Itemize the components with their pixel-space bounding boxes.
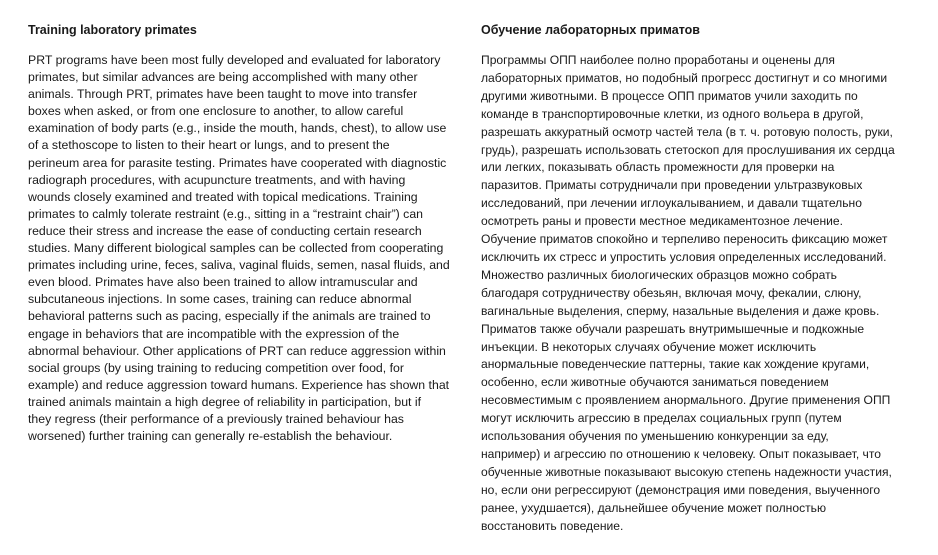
text-line: examination of body parts (e.g., inside the mouth, hands, chest), to allow use <box>28 121 447 136</box>
text-line: engage in behaviors that are incompatible with the expression of the <box>28 326 400 341</box>
text-line: reduce their stress and increase the ease of conducting certain research <box>28 223 422 238</box>
text-line: восстановить поведение. <box>481 518 624 533</box>
text-line: studies. Many different biological samples can be collected from cooperating <box>28 241 444 256</box>
russian-heading: Обучение лабораторных приматов <box>481 23 700 37</box>
text-line: особенно, если животные обучаются заниматься поведением <box>481 375 829 390</box>
text-line: social groups (by using training to reducing competition over food, for <box>28 360 404 375</box>
text-line: разрешать аккуратный осмотр частей тела (в т. ч. ротовую полость, руки, <box>481 124 893 139</box>
text-line: но, если они регрессируют (демонстрация ими поведения, выученного <box>481 482 881 497</box>
text-line: Обучение приматов спокойно и терпеливо переносить фиксацию может <box>481 232 888 247</box>
text-line: primates to calmly tolerate restraint (e.g., sitting in a “restraint chair”) can <box>28 206 424 221</box>
russian-column <box>481 22 913 535</box>
text-line: of a stethoscope to listen to their heart or lungs, and to present the <box>28 138 390 153</box>
text-line: primates, but similar advances are being accomplished with many other <box>28 70 418 85</box>
text-line: грудь), разрешать использовать стетоскоп для прослушивания их сердца <box>481 142 895 157</box>
text-line: PRT programs have been most fully developed and evaluated for laboratory <box>28 53 441 67</box>
text-line: example) and reduce aggression toward humans. Experience has shown that <box>28 377 450 392</box>
russian-paragraph <box>481 52 913 535</box>
text-line: primates including urine, feces, saliva, vaginal fluids, semen, nasal fluids, and <box>28 258 450 273</box>
text-line: или легких, показывать область промежности для проверки на <box>481 160 835 175</box>
text-line: анормальные поведенческие паттерны, такие как хождение кругами, <box>481 357 870 372</box>
text-line: вагинальные выделения, сперму, назальные выделения и даже кровь. <box>481 303 880 318</box>
text-line: Множество различных биологических образцов можно собрать <box>481 267 837 282</box>
text-line: паразитов. Приматы сотрудничали при проведении ультразвуковых <box>481 178 863 193</box>
english-heading: Training laboratory primates <box>28 23 197 37</box>
text-line: Приматов также обучали разрешать внутримышечные и подкожные <box>481 321 865 336</box>
text-line: ранее, ухудшается), дальнейшее обучение может полностью <box>481 500 827 515</box>
text-line: even blood. Primates have also been trained to allow intramuscular and <box>28 275 418 290</box>
text-line: исключить их стресс и упростить условия определенных исследований. <box>481 249 887 264</box>
text-line: trained animals maintain a high degree of reliability in participation, but if <box>28 394 422 409</box>
text-line: they regress (their performance of a previously trained behaviour has <box>28 411 404 426</box>
text-line: worsened) further training can generally re-establish the behaviour. <box>28 429 393 444</box>
text-line: инъекции. В некоторых случаях обучение может исключить <box>481 339 817 354</box>
text-line: boxes when asked, or from one enclosure to another, to allow careful <box>28 104 404 119</box>
text-line: Программы ОПП наиболее полно проработаны и оценены для <box>481 53 835 67</box>
text-line: осмотреть раны и провести местное медикаментозное лечение. <box>481 214 844 229</box>
text-line: subcutaneous injections. In some cases, training can reduce abnormal <box>28 292 412 307</box>
text-line: perineum area for parasite testing. Primates have cooperated with diagnostic <box>28 155 447 170</box>
text-line: лабораторных приматов, но подобный прогресс достигнут и со многими <box>481 70 888 85</box>
text-line: обученные животные показывают высокую степень надежности участия, <box>481 464 892 479</box>
text-line: behavioral patterns such as pacing, especially if the animals are trained to <box>28 309 431 324</box>
text-line: исследований, при лечении иглоукалыванием, и давали тщательно <box>481 196 862 211</box>
text-line: команде в транспортировочные клетки, из одного вольера в другой, <box>481 106 864 121</box>
text-line: другими животными. В процессе ОПП приматов учили заходить по <box>481 88 858 103</box>
text-line: wounds closely examined and treated with topical medications. Training <box>28 189 418 204</box>
text-line: radiograph procedures, with acupuncture treatments, and with having <box>28 172 406 187</box>
text-line: использования обучения по уменьшению конкуренции за еду, <box>481 429 829 444</box>
text-line: abnormal behaviour. Other applications of PRT can reduce aggression within <box>28 343 446 358</box>
english-paragraph <box>28 52 460 445</box>
text-line: несовместимым с проявлением анормального. Другие применения ОПП <box>481 393 891 408</box>
text-line: animals. Through PRT, primates have been taught to move into transfer <box>28 87 418 102</box>
text-line: благодаря сотрудничеству обезьян, включая мочу, фекалии, слюну, <box>481 285 862 300</box>
english-column <box>28 22 460 445</box>
text-line: могут исключить агрессию в пределах социальных групп (путем <box>481 411 842 426</box>
text-line: например) и агрессию по отношению к человеку. Опыт показывает, что <box>481 446 881 461</box>
